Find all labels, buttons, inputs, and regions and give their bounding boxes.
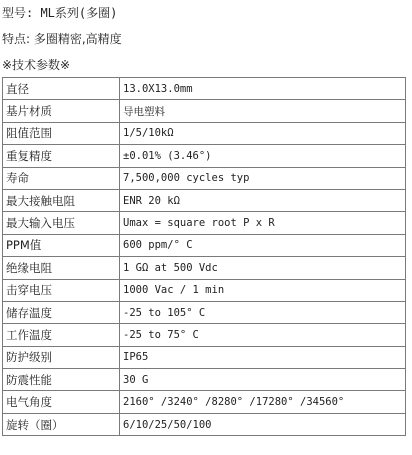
spec-label: 阻值范围: [3, 122, 120, 144]
spec-value: -25 to 105° C: [120, 301, 406, 323]
spec-label: 最大接触电阻: [3, 189, 120, 211]
spec-row: [3, 369, 406, 391]
spec-label: PPM值: [3, 234, 120, 256]
spec-row: [3, 212, 406, 234]
spec-label: 工作温度: [3, 324, 120, 346]
spec-row: [3, 413, 406, 435]
spec-label: 防震性能: [3, 369, 120, 391]
spec-row: [3, 122, 406, 144]
spec-value: ±0.01% (3.46°): [120, 145, 406, 167]
spec-value: 1000 Vac / 1 min: [120, 279, 406, 301]
spec-row: [3, 346, 406, 368]
model-line: 型号: ML系列(多圈): [2, 6, 118, 20]
spec-value: 30 G: [120, 369, 406, 391]
spec-row: [3, 279, 406, 301]
spec-value: -25 to 75° C: [120, 324, 406, 346]
spec-value: IP65: [120, 346, 406, 368]
spec-row: [3, 145, 406, 167]
spec-table: [2, 77, 406, 436]
spec-value: 7,500,000 cycles typ: [120, 167, 406, 189]
spec-label: 旋转（圈）: [3, 413, 120, 435]
spec-row: [3, 189, 406, 211]
features-line: 特点: 多圈精密,高精度: [2, 32, 122, 46]
spec-value: 1 GΩ at 500 Vdc: [120, 257, 406, 279]
spec-label: 基片材质: [3, 100, 120, 122]
spec-value: 导电塑料: [120, 100, 406, 122]
spec-label: 寿命: [3, 167, 120, 189]
spec-value: 2160° /3240° /8280° /17280° /34560°: [120, 391, 406, 413]
spec-label: 防护级别: [3, 346, 120, 368]
spec-row: [3, 324, 406, 346]
spec-label: 电气角度: [3, 391, 120, 413]
spec-row: [3, 100, 406, 122]
spec-value: 6/10/25/50/100: [120, 413, 406, 435]
spec-label: 直径: [3, 78, 120, 100]
spec-value: Umax = square root P x R: [120, 212, 406, 234]
spec-table-body: [3, 78, 406, 436]
spec-value: 600 ppm/° C: [120, 234, 406, 256]
spec-label: 最大输入电压: [3, 212, 120, 234]
spec-label: 击穿电压: [3, 279, 120, 301]
spec-label: 重复精度: [3, 145, 120, 167]
spec-row: [3, 391, 406, 413]
spec-value: 1/5/10kΩ: [120, 122, 406, 144]
spec-label: 绝缘电阻: [3, 257, 120, 279]
spec-row: [3, 234, 406, 256]
section-title: ※技术参数※: [2, 58, 71, 72]
spec-row: [3, 257, 406, 279]
product-header: [2, 0, 410, 78]
spec-value: ENR 20 kΩ: [120, 189, 406, 211]
spec-value: 13.0X13.0mm: [120, 78, 406, 100]
spec-label: 储存温度: [3, 301, 120, 323]
spec-row: [3, 301, 406, 323]
spec-row: [3, 167, 406, 189]
spec-row: [3, 78, 406, 100]
